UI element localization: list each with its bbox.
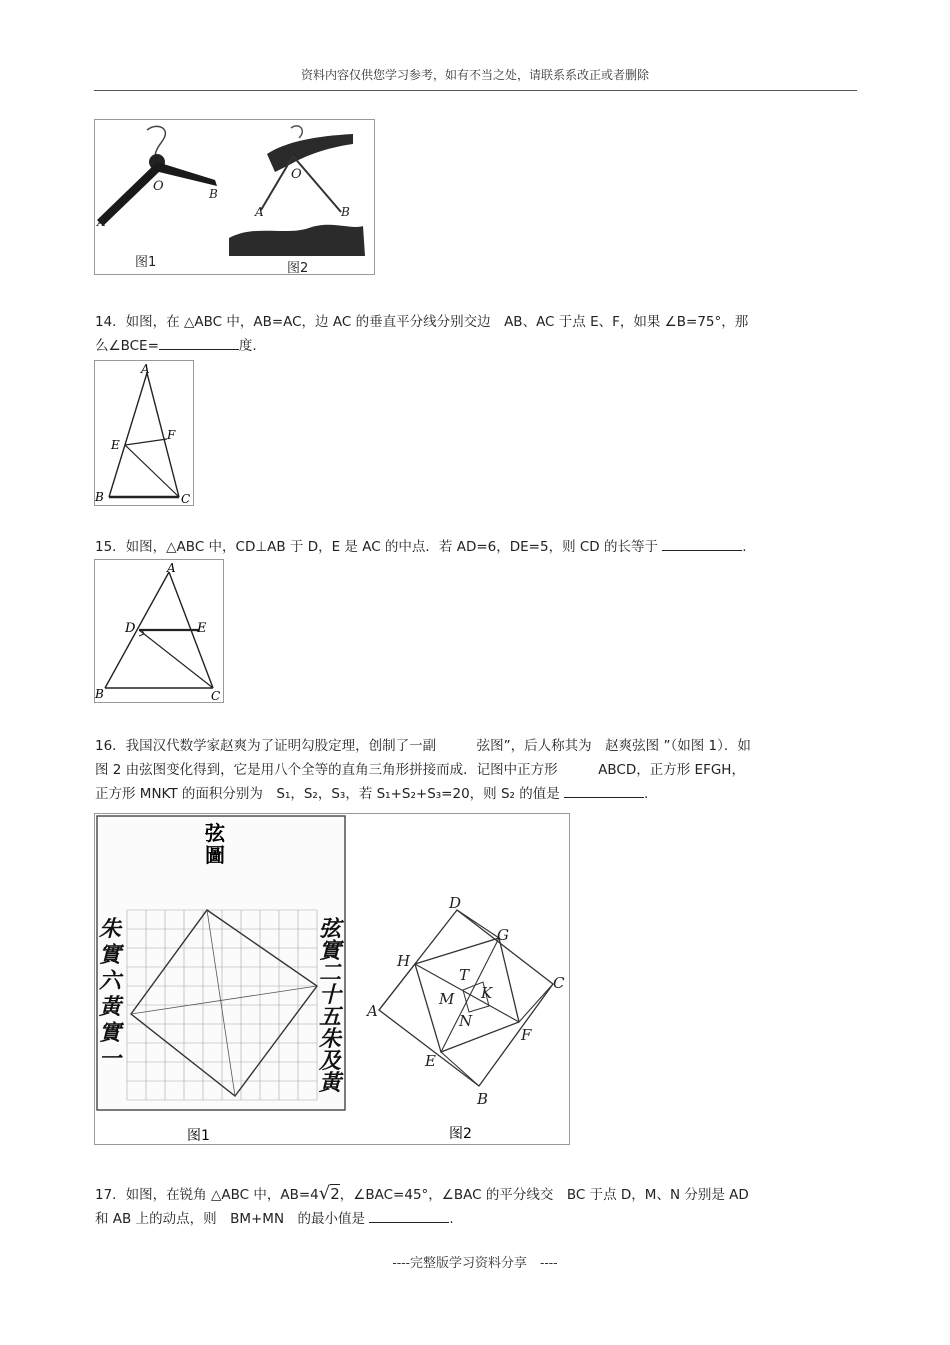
fig2-label-g: G (497, 926, 509, 944)
fig2-geometry (365, 894, 565, 1142)
q17-answer-blank[interactable] (369, 1210, 449, 1223)
caption-fig1: 图1 (135, 255, 157, 270)
fig1-right-6: 朱 (319, 1026, 342, 1052)
figure-hanger (94, 119, 375, 275)
fig1-title-1: 弦 (205, 821, 225, 845)
q14-answer-blank[interactable] (159, 337, 239, 350)
q14-label-e: E (111, 438, 120, 452)
label-a-1: A (97, 215, 106, 229)
fig1-right-8: 黃 (319, 1070, 342, 1096)
fig1-right-7: 及 (319, 1048, 342, 1074)
q15-line1-post: . (742, 539, 747, 555)
q16-line3-post: . (644, 786, 649, 802)
fig2-label-k: K (481, 984, 493, 1002)
label-o-2: O (291, 167, 302, 182)
fig2-label-c: C (553, 974, 565, 992)
page-footer: ----完整版学习资料分享 ---- (392, 1256, 558, 1271)
fig1-left-5: 實 (99, 1020, 122, 1046)
fig1-left-3: 六 (99, 968, 122, 994)
fig2-label-t: T (459, 966, 470, 984)
q16-line2: 图 2 由弦图变化得到，它是用八个全等的直角三角形拼接而成．记图中正方形 ABCD，正方形 EFGH， (95, 762, 745, 778)
fig1-title-2: 圖 (205, 843, 225, 867)
sqrt-symbol: √ (318, 1183, 331, 1204)
fig2-label-n: N (459, 1012, 473, 1030)
q17-line1-post: ，∠BAC=45°，∠BAC 的平分线交 BC 于点 D，M、N 分别是 AD (339, 1187, 749, 1203)
q15-answer-blank[interactable] (662, 538, 742, 551)
q15-label-c: C (211, 689, 221, 702)
fig2-label-e: E (425, 1052, 436, 1070)
fig2-label-h: H (397, 952, 411, 970)
figure-q16 (94, 813, 570, 1145)
fig2-label-f: F (521, 1026, 532, 1044)
triangle-abc-q15 (95, 560, 223, 702)
question-16 (95, 734, 855, 806)
q16-answer-blank[interactable] (564, 785, 644, 798)
triangle-abc-q14 (95, 361, 193, 505)
q14-label-c: C (181, 492, 191, 505)
q15-label-a: A (167, 561, 176, 575)
label-a-2: A (255, 205, 264, 219)
question-14 (95, 310, 855, 358)
q14-label-b: B (95, 490, 104, 504)
fig1-left-2: 實 (99, 942, 122, 968)
q17-line1-pre: 17．如图，在锐角 △ABC 中，AB=4 (95, 1187, 319, 1203)
question-17 (95, 1182, 855, 1231)
fig1-left-6: 一 (99, 1046, 122, 1072)
q15-label-d: D (125, 621, 136, 636)
hanger-diagram (95, 120, 374, 274)
fig16-caption-2: 图2 (449, 1126, 472, 1142)
q17-line2-post: . (449, 1211, 454, 1227)
label-b-1: B (209, 187, 218, 201)
q16-line3-pre: 正方形 MNKT 的面积分别为 S₁，S₂，S₃，若 S₁+S₂+S₃=20，则 S₂ 的值是 (95, 786, 560, 802)
label-o-1: O (153, 179, 164, 194)
figure-q14 (94, 360, 194, 506)
fig1-right-2: 實 (319, 938, 342, 964)
fig1-left-4: 黃 (99, 994, 122, 1020)
fig1-left-1: 朱 (99, 916, 122, 942)
q15-label-b: B (95, 687, 104, 701)
q14-label-f: F (167, 428, 176, 442)
q14-line1: 14．如图，在 △ABC 中，AB=AC，边 AC 的垂直平分线分别交边 AB、AC 于点 E、F，如果 ∠B=75°，那 (95, 314, 749, 330)
q15-line1-pre: 15．如图，△ABC 中，CD⊥AB 于 D，E 是 AC 的中点．若 AD=6，DE=5，则 CD 的长等于 (95, 539, 658, 555)
xian-tu-diagrams (95, 814, 569, 1144)
label-b-2: B (341, 205, 350, 219)
page-header: 资料内容仅供您学习参考，如有不当之处，请联系系改正或者删除 (300, 68, 649, 82)
fig2-label-b: B (477, 1090, 489, 1108)
fig2-label-m: M (439, 990, 455, 1008)
caption-fig2: 图2 (287, 261, 309, 274)
header-rule (94, 90, 857, 91)
fig16-caption-1: 图1 (187, 1128, 210, 1144)
fig1-right-4: 十 (319, 982, 342, 1008)
question-15 (95, 535, 855, 559)
fig1-right-3: 二 (319, 960, 342, 986)
q16-line1: 16．我国汉代数学家赵爽为了证明勾股定理，创制了一副 弦图”，后人称其为 赵爽弦图 ”（如图 1）．如 (95, 738, 751, 754)
q15-label-e: E (197, 621, 207, 636)
q14-label-a: A (141, 362, 150, 376)
fig1-right-5: 五 (319, 1004, 342, 1030)
q14-line2-pre: 么∠BCE= (95, 338, 159, 354)
q14-line2-post: 度. (238, 338, 257, 354)
q17-line2-pre: 和 AB 上的动点，则 BM+MN 的最小值是 (95, 1211, 366, 1227)
fig1-right-1: 弦 (319, 916, 342, 942)
fig2-label-d: D (449, 894, 462, 912)
figure-q15 (94, 559, 224, 703)
sqrt-value: 2 (330, 1185, 340, 1203)
fig2-label-a: A (367, 1002, 378, 1020)
